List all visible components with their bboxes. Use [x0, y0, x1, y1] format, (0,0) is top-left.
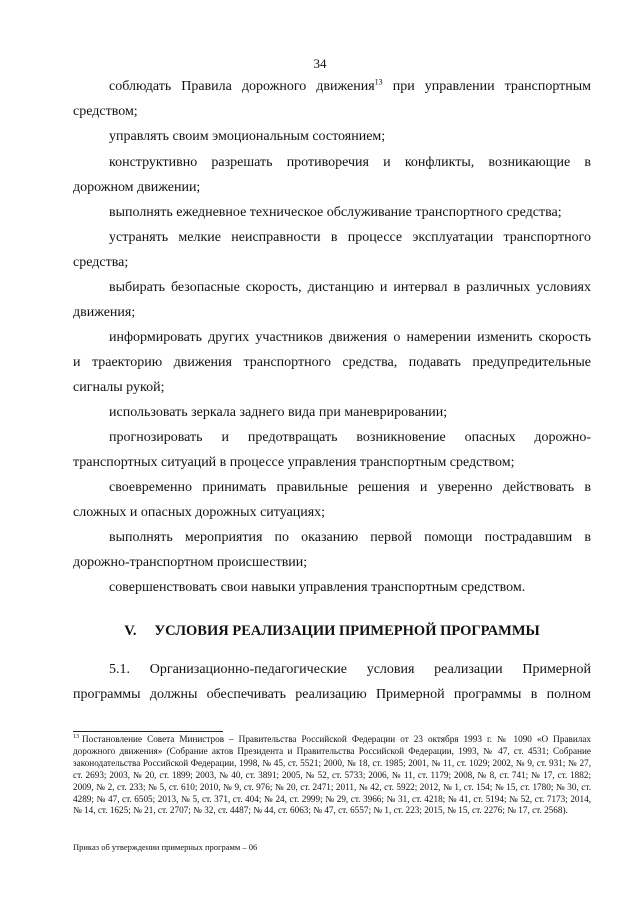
paragraph-signals: [73, 325, 591, 400]
text-line: конструктивно разрешать противоречия и конфликты, возникающие в: [109, 155, 591, 170]
text-line: выбирать безопасные скорость, дистанцию и интервал в различных условиях: [109, 280, 591, 295]
text-line: использовать зеркала заднего вида при маневрировании;: [109, 405, 448, 420]
text-line: устранять мелкие неисправности в процессе эксплуатации транспортного: [109, 230, 591, 245]
text-line: управлять своим эмоциональным состоянием;: [109, 129, 386, 144]
footnote-mark: 13: [73, 733, 79, 740]
text-line: выполнять мероприятия по оказанию первой помощи пострадавшим в: [109, 530, 591, 545]
text-line: прогнозировать и предотвращать возникновение опасных дорожно-: [109, 430, 591, 445]
paragraph-skills: [73, 575, 591, 600]
paragraph-traffic-rules: [73, 74, 591, 124]
paragraph-faults: [73, 225, 591, 275]
footnote-divider: [73, 731, 223, 732]
paragraph-section-5-1: [73, 657, 591, 707]
text-line: сложных и опасных дорожных ситуациях;: [73, 505, 326, 520]
section-heading: [73, 623, 591, 640]
text-line: информировать других участников движения о намерении изменить скорость: [109, 330, 591, 345]
page-footer: Приказ об утверждении примерных программ – 06: [73, 842, 258, 852]
paragraph-mirrors: [73, 400, 591, 425]
footnote: [73, 734, 591, 817]
text-line: дорожно-транспортном происшествии;: [73, 555, 308, 570]
paragraph-maintenance: [73, 200, 591, 225]
paragraph-first-aid: [73, 525, 591, 575]
section-number: V.: [124, 623, 137, 639]
text-line: и траекторию движения транспортного средства, подавать предупредительные: [73, 355, 591, 370]
section-title: УСЛОВИЯ РЕАЛИЗАЦИИ ПРИМЕРНОЙ ПРОГРАММЫ: [154, 623, 540, 639]
paragraph-speed: [73, 275, 591, 325]
text-fragment: соблюдать Правила дорожного движения: [109, 79, 375, 94]
text-line: средства;: [73, 255, 129, 270]
paragraph-predict: [73, 425, 591, 475]
footnote-text: Постановление Совета Министров – Правительства Российской Федерации от 23 октября 1993 г. № 1090 «О Правилах дорожного движения» (Собрание актов Президента и Правительства Российской Федерации, 1993, № 47, ст. 4531; Собрание законодательства Российской Федерации, 1998, № 45, ст. 5521; 2000, № 18, ст. 1985; 2001, № 11, ст. 1029; 2002, № 9, ст. 931; № 27, ст. 2693; 2003, № 20, ст. 1899; 2003, № 40, ст. 3891; 2005, № 52, ст. 5733; 2006, № 11, ст. 1179; 2008, № 8, ст. 741; № 17, ст. 1882; 2009, № 2, ст. 233; № 5, ст. 610; 2010, № 9, ст. 976; № 20, ст. 2471; 2011, № 42, ст. 5922; 2012, № 1, ст. 154; № 15, ст. 1780; № 30, ст. 4289; № 47, ст. 6505; 2013, № 5, ст. 371, ст. 404; № 24, ст. 2999; № 29, ст. 3966; № 31, ст. 4218; № 41, ст. 5194; № 52, ст. 7173; 2014, № 14, ст. 1625; № 21, ст. 2707; № 32, ст. 4487; № 44, ст. 6063; № 47, ст. 6557; № 1, ст. 223; 2015, № 15, ст. 2276; № 17, ст. 2568).: [73, 734, 591, 816]
text-line: движения;: [73, 305, 136, 320]
text-line: своевременно принимать правильные решения и уверенно действовать в: [109, 480, 591, 495]
footnote-reference[interactable]: 13: [374, 77, 383, 87]
text-line: дорожном движении;: [73, 180, 201, 195]
text-fragment: при управлении транспортным: [382, 79, 592, 94]
text-line: сигналы рукой;: [73, 380, 165, 395]
text-line: 5.1. Организационно-педагогические условия реализации Примерной: [109, 662, 591, 677]
text-line: выполнять ежедневное техническое обслуживание транспортного средства;: [109, 205, 562, 220]
paragraph-emotions: [73, 124, 591, 149]
page-number: 34: [313, 56, 327, 71]
paragraph-conflicts: [73, 150, 591, 200]
text-line: совершенствовать свои навыки управления транспортным средством.: [109, 580, 526, 595]
text-line: программы должны обеспечивать реализацию Примерной программы в полном: [73, 687, 591, 702]
paragraph-decisions: [73, 475, 591, 525]
text-line: транспортных ситуаций в процессе управления транспортным средством;: [73, 455, 515, 470]
text-line: средством;: [73, 104, 138, 119]
text-line: [73, 74, 591, 99]
